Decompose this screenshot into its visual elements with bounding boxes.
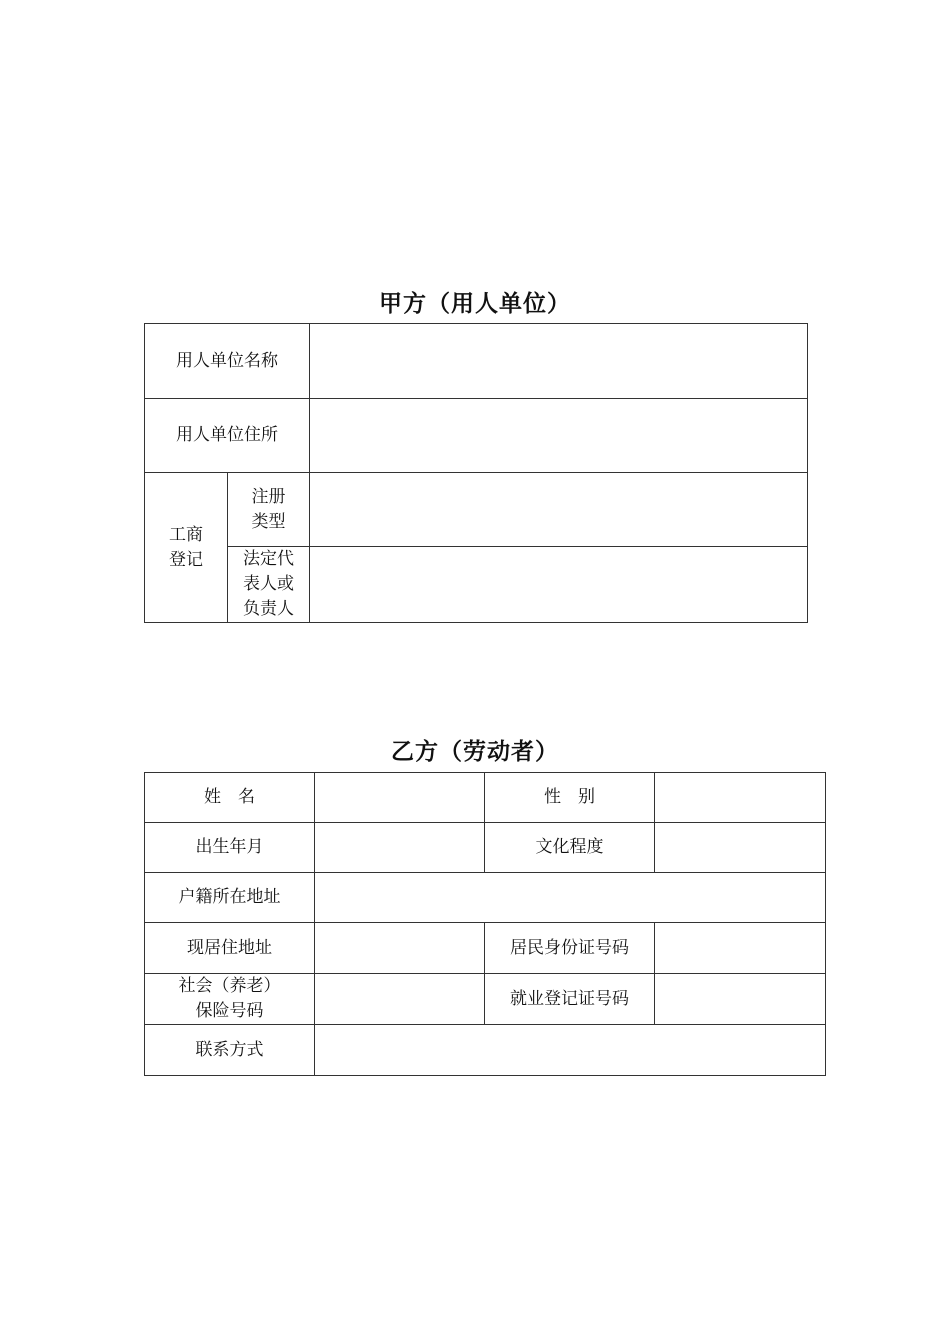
party-a-table [144,323,808,623]
employment-registration-label: 就业登记证号码 [485,974,655,1025]
household-address-label: 户籍所在地址 [145,873,315,923]
legal-representative-label-line: 负责人 [243,599,294,619]
birth-date-label: 出生年月 [145,823,315,873]
business-registration-label-line: 工商 [169,524,203,545]
registration-type-field[interactable] [310,473,808,547]
name-field[interactable] [315,773,485,823]
name-label: 姓 名 [145,773,315,823]
id-number-field[interactable] [655,923,826,974]
social-insurance-label [145,974,315,1025]
table-row [145,873,826,923]
residence-address-label: 现居住地址 [145,923,315,974]
social-insurance-field[interactable] [315,974,485,1025]
residence-address-field[interactable] [315,923,485,974]
contact-label: 联系方式 [145,1025,315,1076]
table-row [145,923,826,974]
legal-representative-field[interactable] [310,547,808,623]
registration-type-label-line: 注册 [251,486,286,507]
birth-date-field[interactable] [315,823,485,873]
legal-representative-label-line: 法定代 [243,549,294,569]
education-field[interactable] [655,823,826,873]
registration-type-label [228,473,310,547]
household-address-field[interactable] [315,873,826,923]
unit-name-label: 用人单位名称 [145,324,310,399]
table-row [145,823,826,873]
contact-field[interactable] [315,1025,826,1076]
table-row [145,773,826,823]
legal-representative-label [228,547,310,623]
business-registration-label [145,473,228,623]
unit-address-field[interactable] [310,399,808,473]
business-registration-label-line: 登记 [169,549,203,570]
party-b-title: 乙方（劳动者） [391,738,559,765]
party-a-title: 甲方（用人单位） [379,290,571,317]
registration-type-label-line: 类型 [251,511,286,532]
unit-address-label: 用人单位住所 [145,399,310,473]
gender-label: 性 别 [485,773,655,823]
unit-name-field[interactable] [310,324,808,399]
party-b-table [144,772,826,1076]
legal-representative-label-line: 表人或 [243,574,294,594]
gender-field[interactable] [655,773,826,823]
table-row [145,974,826,1025]
table-row [145,324,808,399]
table-row [145,1025,826,1076]
social-insurance-label-line: 保险号码 [195,1001,264,1021]
employment-registration-field[interactable] [655,974,826,1025]
table-row [145,399,808,473]
id-number-label: 居民身份证号码 [485,923,655,974]
education-label: 文化程度 [485,823,655,873]
table-row [145,473,808,547]
table-row [145,547,808,623]
social-insurance-label-line: 社会（养老） [178,976,281,996]
